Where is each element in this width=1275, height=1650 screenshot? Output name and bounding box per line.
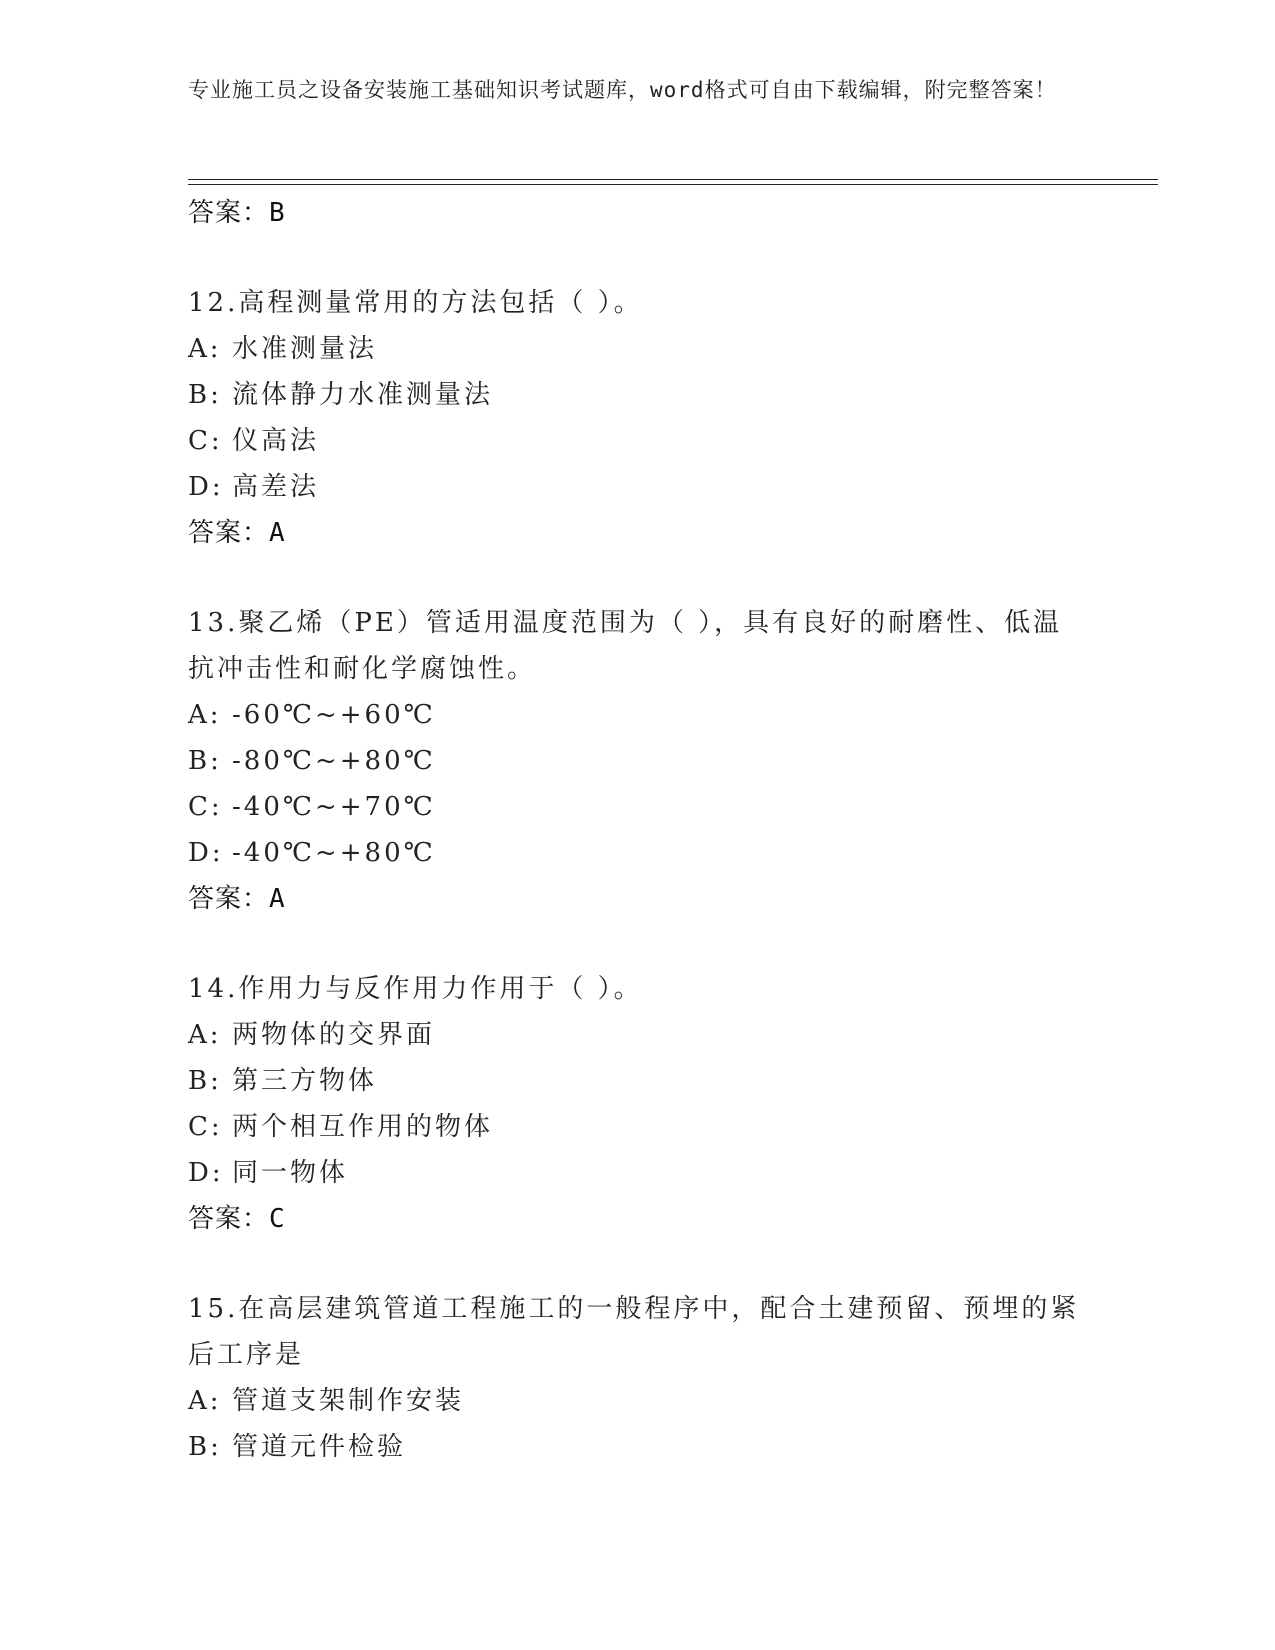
option-text: 高差法 [232,472,320,502]
option-c [188,418,1088,464]
option-text: 管道支架制作安装 [232,1386,465,1416]
option-text: 两物体的交界面 [232,1020,436,1050]
option-text: 第三方物体 [232,1066,378,1096]
option-key: B: [188,746,222,776]
option-a [188,692,1088,738]
option-key: B: [188,1432,222,1462]
option-key: B: [188,1066,222,1096]
question-stem: 13.聚乙烯（PE）管适用温度范围为（ ），具有良好的耐磨性、低温抗冲击性和耐化学腐蚀性。 [188,608,1063,684]
option-c [188,784,1088,830]
question-list [188,190,1088,1470]
question-14 [188,966,1088,1242]
option-a [188,326,1088,372]
question-answer: 答案：A [188,518,286,548]
option-key: B: [188,380,222,410]
spacer [188,1242,1088,1286]
option-text: -60℃~+60℃ [232,700,436,730]
spacer [188,236,1088,280]
option-text: 同一物体 [232,1158,349,1188]
option-text: 水准测量法 [232,334,378,364]
option-d [188,830,1088,876]
option-key: A: [188,334,222,364]
option-a [188,1378,1088,1424]
option-b [188,372,1088,418]
option-c [188,1104,1088,1150]
option-key: A: [188,1020,222,1050]
option-text: 两个相互作用的物体 [232,1112,494,1142]
option-d [188,464,1088,510]
option-a [188,1012,1088,1058]
question-answer: 答案：A [188,884,286,914]
previous-answer: 答案：B [188,198,286,228]
option-text: -40℃~+70℃ [232,792,436,822]
spacer [188,922,1088,966]
option-text: 管道元件检验 [232,1432,407,1462]
option-key: D: [188,1158,224,1188]
question-12 [188,280,1088,556]
header-divider-top [188,179,1158,180]
question-stem: 12.高程测量常用的方法包括（ ）。 [188,288,643,318]
option-b [188,738,1088,784]
header-divider-bottom [188,184,1158,185]
option-text: -40℃~+80℃ [232,838,436,868]
option-b [188,1058,1088,1104]
question-stem: 14.作用力与反作用力作用于（ ）。 [188,974,643,1004]
option-text: 流体静力水准测量法 [232,380,494,410]
question-15 [188,1286,1088,1470]
option-key: D: [188,472,224,502]
option-text: 仪高法 [232,426,320,456]
option-key: D: [188,838,224,868]
spacer [188,556,1088,600]
option-text: -80℃~+80℃ [232,746,436,776]
option-key: C: [188,426,223,456]
option-key: A: [188,700,222,730]
option-b [188,1424,1088,1470]
question-13 [188,600,1088,922]
document-header: 专业施工员之设备安装施工基础知识考试题库，word格式可自由下载编辑，附完整答案！ [188,78,1057,102]
option-d [188,1150,1088,1196]
option-key: A: [188,1386,222,1416]
option-key: C: [188,1112,223,1142]
question-stem: 15.在高层建筑管道工程施工的一般程序中，配合土建预留、预埋的紧后工序是 [188,1294,1080,1370]
option-key: C: [188,792,223,822]
question-answer: 答案：C [188,1204,286,1234]
